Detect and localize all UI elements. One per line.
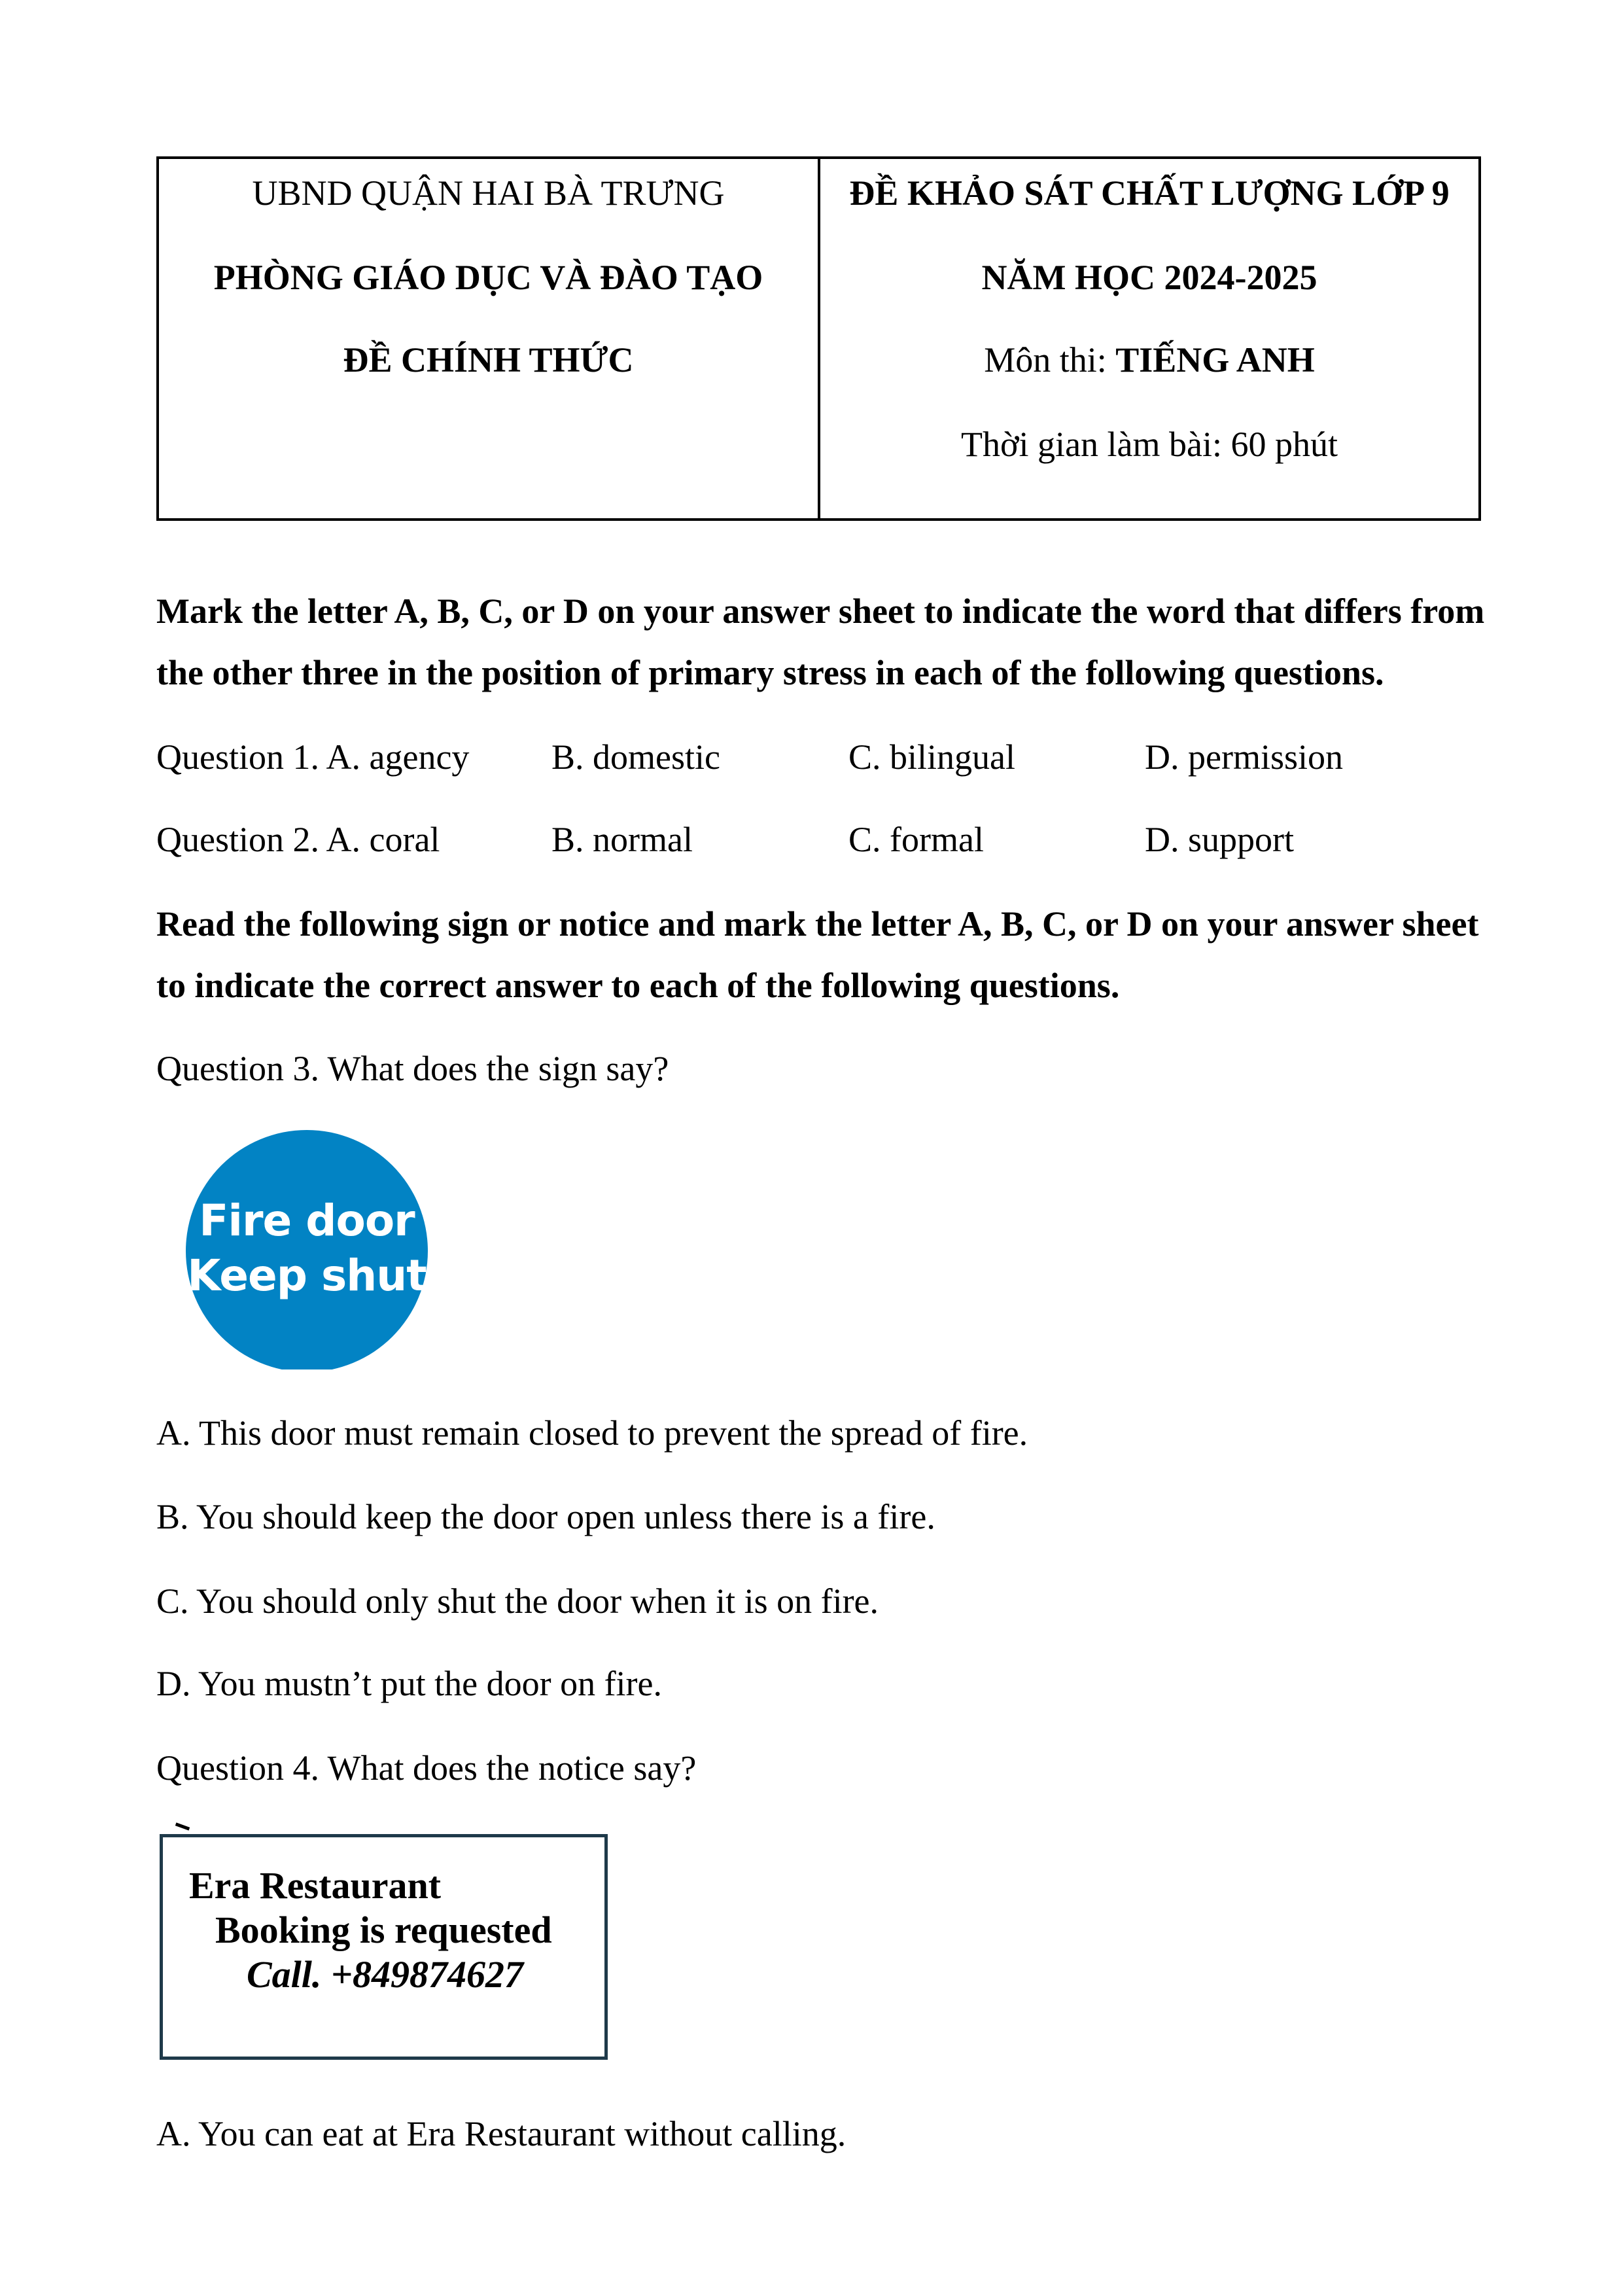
question-3-option-b: B. You should keep the door open unless there is a fire. xyxy=(156,1497,935,1536)
question-1-option-b: B. domestic xyxy=(551,737,720,777)
sign-text-line1: Fire door xyxy=(199,1195,415,1246)
district-name: UBND QUẬN HAI BÀ TRƯNG xyxy=(252,173,725,213)
notice-line1: Era Restaurant xyxy=(189,1864,442,1907)
school-year: NĂM HỌC 2024-2025 xyxy=(981,258,1318,297)
question-1-option-d: D. permission xyxy=(1145,737,1343,777)
question-1-label: Question 1. A. agency xyxy=(156,737,470,777)
duration: Thời gian làm bài: 60 phút xyxy=(961,425,1338,464)
subject-line xyxy=(820,339,1478,381)
sign-text-line2: Keep shut xyxy=(187,1250,427,1301)
fire-door-sign-image xyxy=(186,1130,428,1369)
question-3-option-d: D. You mustn’t put the door on fire. xyxy=(156,1664,663,1703)
question-3-prompt: Question 3. What does the sign say? xyxy=(156,1049,669,1088)
question-2-option-b: B. normal xyxy=(551,820,693,859)
question-2-option-c: C. formal xyxy=(848,820,984,859)
subject-label: Môn thi: xyxy=(984,340,1116,380)
official-label: ĐỀ CHÍNH THỨC xyxy=(343,340,634,380)
section2-instruction-line2: to indicate the correct answer to each of the following questions. xyxy=(156,966,1120,1005)
subject-value: TIẾNG ANH xyxy=(1115,340,1315,380)
question-3-option-a: A. This door must remain closed to prevent the spread of fire. xyxy=(156,1413,1028,1453)
question-2-option-d: D. support xyxy=(1145,820,1294,859)
section2-instruction-line1: Read the following sign or notice and mark the letter A, B, C, or D on your answer sheet xyxy=(156,904,1479,944)
question-2-label: Question 2. A. coral xyxy=(156,820,440,859)
notice-line3: Call. +849874627 xyxy=(247,1953,523,1996)
exam-title: ĐỀ KHẢO SÁT CHẤT LƯỢNG LỚP 9 xyxy=(849,173,1450,213)
department-name: PHÒNG GIÁO DỤC VÀ ĐÀO TẠO xyxy=(213,258,763,297)
notice-corner-mark xyxy=(175,1822,190,1830)
question-4-option-a: A. You can eat at Era Restaurant without calling. xyxy=(156,2114,846,2153)
question-1-option-c: C. bilingual xyxy=(848,737,1015,777)
notice-line2: Booking is requested xyxy=(215,1909,552,1951)
section1-instruction-line1: Mark the letter A, B, C, or D on your answer sheet to indicate the word that differs from xyxy=(156,592,1485,631)
question-4-prompt: Question 4. What does the notice say? xyxy=(156,1748,697,1788)
question-3-option-c: C. You should only shut the door when it is on fire. xyxy=(156,1581,879,1621)
section1-instruction-line2: the other three in the position of primary stress in each of the following questions. xyxy=(156,653,1384,692)
restaurant-notice-image xyxy=(160,1834,608,2060)
